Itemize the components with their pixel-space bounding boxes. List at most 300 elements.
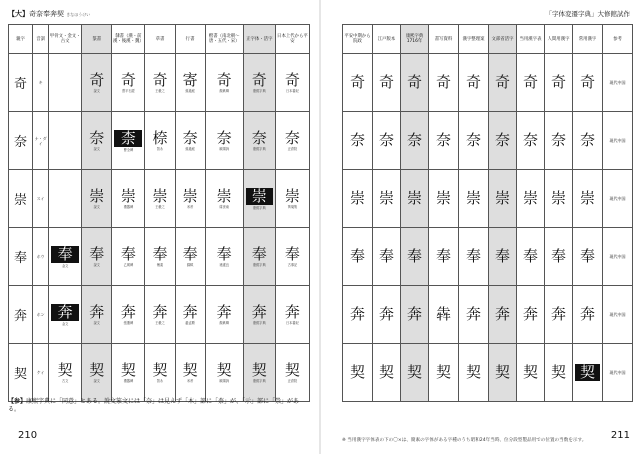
reference-cell: 現代中国	[603, 170, 633, 228]
glyph: 崇	[522, 189, 538, 207]
glyph: 奈	[216, 129, 232, 147]
glyph: 奇	[89, 71, 105, 89]
glyph-cell	[145, 112, 175, 170]
glyph-cell	[49, 170, 82, 228]
glyph-cell	[49, 112, 82, 170]
glyph-source: 顏眞卿	[219, 321, 229, 325]
glyph: 奔	[216, 303, 232, 321]
glyph-cell	[49, 344, 82, 402]
left-table-row	[9, 54, 310, 112]
glyph: 奈	[522, 131, 538, 149]
glyph: 奔	[89, 303, 105, 321]
glyph: 奇	[465, 73, 481, 91]
glyph-cell	[459, 286, 489, 344]
glyph-cell	[82, 54, 112, 112]
glyph: 崇	[152, 187, 168, 205]
glyph-cell	[145, 170, 175, 228]
right-column-header: 常用漢字	[573, 25, 603, 54]
glyph: 契	[465, 363, 481, 381]
glyph: 奔	[251, 303, 267, 321]
glyph: 契	[251, 361, 267, 379]
glyph-cell	[243, 286, 275, 344]
right-column-header: 書写資料	[429, 25, 459, 54]
head-character: 奔	[9, 286, 33, 344]
left-table-row	[9, 286, 310, 344]
glyph: 奔	[349, 305, 365, 323]
glyph-source: 正倉院	[287, 147, 298, 151]
glyph-source: 禮器碑	[123, 379, 134, 383]
reading-cell: ホン	[33, 286, 49, 344]
left-column-header: 楷書（南北朝〜唐・五代・宋）	[205, 25, 243, 54]
glyph: 奔	[406, 305, 422, 323]
glyph-cell	[401, 170, 429, 228]
right-page	[322, 0, 640, 454]
glyph: 奈	[579, 131, 595, 149]
glyph-cell	[49, 286, 82, 344]
glyph-cell	[275, 112, 309, 170]
glyph-source: 歐陽詢	[219, 147, 229, 151]
reading-cell: ナ・ダイ	[33, 112, 49, 170]
glyph-cell	[112, 228, 145, 286]
glyph-cell	[545, 170, 573, 228]
head-character: 崇	[9, 170, 33, 228]
right-table-row	[343, 112, 633, 170]
right-table-row	[343, 170, 633, 228]
glyph: 契	[284, 361, 300, 379]
glyph-cell	[489, 112, 517, 170]
glyph: 奔	[465, 305, 481, 323]
right-table-row	[343, 228, 633, 286]
glyph: 奉	[522, 247, 538, 265]
glyph-cell	[517, 54, 545, 112]
glyph: 奔	[152, 303, 168, 321]
glyph-cell	[243, 54, 275, 112]
head-character: 奈	[9, 112, 33, 170]
glyph-cell	[573, 228, 603, 286]
glyph: 崇	[406, 189, 422, 207]
glyph-cell	[573, 54, 603, 112]
right-table-row	[343, 54, 633, 112]
right-column-header: 康熙字典1716年	[401, 25, 429, 54]
glyph-cell	[459, 112, 489, 170]
glyph: 奈	[182, 129, 198, 147]
glyph-cell	[573, 344, 603, 402]
glyph-cell	[373, 286, 401, 344]
glyph-cell	[489, 228, 517, 286]
right-column-header: 漢字整理案	[459, 25, 489, 54]
glyph-source: 古事記	[287, 263, 298, 267]
glyph: 崇	[89, 187, 105, 205]
reading-cell: ホウ	[33, 228, 49, 286]
glyph-cell	[145, 286, 175, 344]
note-text: 康熙字典に「同意」とある。說文篆文には「奈」は見えず「木」部に「柰」が、「示」部に「祟」がある。	[8, 398, 300, 413]
glyph: 奉	[349, 247, 365, 265]
glyph-cell	[429, 286, 459, 344]
glyph-source: 萬葉集	[287, 205, 298, 209]
glyph-cell	[573, 112, 603, 170]
glyph: 㮈	[152, 129, 168, 147]
left-column-header: 甲骨文・金文・古文	[49, 25, 82, 54]
glyph-cell	[489, 286, 517, 344]
glyph: 奈	[550, 131, 566, 149]
glyph-source: 說文	[93, 379, 100, 383]
glyph-cell	[489, 344, 517, 402]
glyph-cell	[82, 112, 112, 170]
glyph: 契	[378, 363, 394, 381]
reference-cell: 現代中国	[603, 228, 633, 286]
book-gutter	[319, 0, 321, 454]
glyph: 奉	[579, 247, 595, 265]
left-table-row	[9, 170, 310, 228]
right-header-row	[343, 25, 633, 54]
glyph: 奉	[406, 247, 422, 265]
glyph-cell	[459, 54, 489, 112]
glyph: 奉	[51, 246, 79, 263]
left-glyph-table	[8, 24, 310, 402]
glyph-cell	[275, 344, 309, 402]
glyph: 崇	[216, 187, 232, 205]
glyph-cell	[343, 228, 373, 286]
glyph-source: 說文	[93, 321, 100, 325]
page-number-left: 210	[18, 430, 38, 441]
glyph: 奉	[435, 247, 451, 265]
glyph-cell	[145, 344, 175, 402]
glyph-cell	[243, 228, 275, 286]
glyph: 奔	[51, 304, 79, 321]
glyph: 崇	[435, 189, 451, 207]
glyph-cell	[112, 286, 145, 344]
reading-cell: スイ	[33, 170, 49, 228]
glyph-cell	[82, 286, 112, 344]
glyph-cell	[459, 228, 489, 286]
glyph-cell	[573, 286, 603, 344]
left-column-header: 日本上代から平安	[275, 25, 309, 54]
glyph: 奉	[216, 245, 232, 263]
glyph: 契	[406, 363, 422, 381]
glyph-cell	[112, 170, 145, 228]
glyph-cell	[145, 228, 175, 286]
right-column-header: 平安中期から院政	[343, 25, 373, 54]
glyph-source: 王羲之	[155, 89, 165, 93]
glyph: 崇	[494, 189, 510, 207]
left-table-row	[9, 112, 310, 170]
glyph-source: 說文	[93, 263, 100, 267]
glyph-cell	[517, 228, 545, 286]
glyph: 奔	[550, 305, 566, 323]
glyph-cell	[205, 54, 243, 112]
glyph-source: 褚遂良	[219, 263, 229, 267]
glyph: 奉	[251, 245, 267, 263]
glyph-cell	[275, 54, 309, 112]
glyph: 奇	[550, 73, 566, 91]
glyph-cell	[343, 54, 373, 112]
glyph: 崇	[120, 187, 136, 205]
glyph: 奉	[182, 245, 198, 263]
glyph-cell	[112, 54, 145, 112]
glyph: 奇	[216, 71, 232, 89]
glyph-source: 熹平石經	[122, 89, 135, 93]
glyph-cell	[175, 170, 205, 228]
glyph-cell	[401, 112, 429, 170]
glyph: 崇	[550, 189, 566, 207]
glyph-source: 孫過庭	[185, 147, 195, 151]
glyph-source: 古文	[61, 379, 69, 383]
glyph-source: 張遷碑	[123, 321, 134, 325]
glyph-cell	[82, 170, 112, 228]
glyph-cell	[545, 344, 573, 402]
glyph-cell	[343, 112, 373, 170]
glyph-cell	[175, 344, 205, 402]
glyph-cell	[429, 112, 459, 170]
glyph: 奔	[494, 305, 510, 323]
glyph: 奇	[251, 71, 267, 89]
glyph: 奈	[251, 129, 267, 147]
glyph-source: 正倉院	[287, 379, 298, 383]
right-running-header: 「字体変遷字典」大修館試作	[545, 10, 630, 18]
glyph: 契	[182, 361, 198, 379]
glyph-cell	[545, 286, 573, 344]
right-column-header: 当用漢字表	[517, 25, 545, 54]
glyph: 奔	[120, 303, 136, 321]
reference-cell: 現代中国	[603, 286, 633, 344]
glyph: 犇	[435, 305, 451, 323]
note-label: 【参】	[8, 398, 27, 405]
glyph: 奉	[89, 245, 105, 263]
glyph-cell	[401, 286, 429, 344]
glyph: 契	[435, 363, 451, 381]
glyph-cell	[205, 286, 243, 344]
glyph-cell	[205, 344, 243, 402]
glyph-source: 說文	[93, 205, 100, 209]
glyph: 柰	[114, 130, 142, 147]
glyph-cell	[343, 344, 373, 402]
left-column-header: 篆書	[82, 25, 112, 54]
glyph: 契	[120, 361, 136, 379]
glyph: 奈	[406, 131, 422, 149]
glyph-cell	[429, 170, 459, 228]
glyph-cell	[343, 286, 373, 344]
glyph-cell	[545, 228, 573, 286]
right-table-row	[343, 286, 633, 344]
glyph-source: 歐陽詢	[219, 379, 229, 383]
glyph-source: 日本書紀	[286, 89, 299, 93]
left-table-row	[9, 344, 310, 402]
glyph: 奈	[284, 129, 300, 147]
glyph-cell	[429, 54, 459, 112]
glyph: 奇	[120, 71, 136, 89]
glyph: 奔	[284, 303, 300, 321]
reading-cell: ケイ	[33, 344, 49, 402]
right-column-header: 人間用漢字	[545, 25, 573, 54]
glyph: 奇	[579, 73, 595, 91]
glyph-cell	[373, 344, 401, 402]
glyph-source: 金文	[61, 322, 69, 326]
left-column-header: 音訓	[33, 25, 49, 54]
page-number-right: 211	[610, 430, 630, 441]
glyph-cell	[373, 112, 401, 170]
glyph-source: 說文	[93, 147, 100, 151]
glyph-source: 蘇軾	[186, 263, 194, 267]
glyph-cell	[49, 54, 82, 112]
glyph: 奔	[522, 305, 538, 323]
glyph: 崇	[579, 189, 595, 207]
glyph-cell	[517, 170, 545, 228]
glyph: 崇	[378, 189, 394, 207]
glyph-cell	[175, 54, 205, 112]
left-column-header: 隸書（漢・前漢・後漢・魏）	[112, 25, 145, 54]
right-column-header: 参考	[603, 25, 633, 54]
left-table-row	[9, 228, 310, 286]
glyph: 奉	[284, 245, 300, 263]
left-column-header: 正字体・活字	[243, 25, 275, 54]
head-character: 奉	[9, 228, 33, 286]
glyph: 契	[57, 361, 73, 379]
glyph-cell	[459, 170, 489, 228]
glyph: 奉	[494, 247, 510, 265]
reference-cell: 現代中国	[603, 54, 633, 112]
header-title: 奇奈奉奔契	[29, 10, 64, 18]
left-column-header: 親字	[9, 25, 33, 54]
glyph: 奇	[284, 71, 300, 89]
head-character: 契	[9, 344, 33, 402]
glyph: 契	[550, 363, 566, 381]
reading-cell: キ	[33, 54, 49, 112]
glyph-source: 曹全碑	[123, 148, 134, 152]
glyph: 奇	[522, 73, 538, 91]
glyph: 崇	[284, 187, 300, 205]
glyph-source: 說文	[93, 89, 100, 93]
glyph-source: 顏眞卿	[219, 89, 229, 93]
glyph: 契	[216, 361, 232, 379]
glyph: 崇	[465, 189, 481, 207]
right-table-row	[343, 344, 633, 402]
glyph-cell	[82, 228, 112, 286]
glyph: 奇	[406, 73, 422, 91]
glyph-cell	[545, 112, 573, 170]
glyph: 奈	[465, 131, 481, 149]
glyph: 奔	[378, 305, 394, 323]
glyph-cell	[205, 112, 243, 170]
glyph-cell	[205, 228, 243, 286]
glyph-cell	[275, 228, 309, 286]
glyph-cell	[243, 170, 275, 228]
glyph: 契	[349, 363, 365, 381]
glyph: 奇	[152, 71, 168, 89]
glyph: 崇	[349, 189, 365, 207]
glyph-source: 米芾	[186, 205, 194, 209]
glyph-cell	[49, 228, 82, 286]
glyph-cell	[373, 54, 401, 112]
glyph: 奉	[120, 245, 136, 263]
glyph: 契	[494, 363, 510, 381]
glyph-cell	[489, 170, 517, 228]
glyph-cell	[275, 170, 309, 228]
left-column-header: 草書	[145, 25, 175, 54]
header-ruby: きなほうけい	[66, 12, 91, 17]
glyph-cell	[275, 286, 309, 344]
glyph: 奉	[550, 247, 566, 265]
glyph-source: 禮器碑	[123, 205, 134, 209]
glyph-cell	[401, 54, 429, 112]
glyph-source: 孫過庭	[185, 89, 195, 93]
glyph-cell	[343, 170, 373, 228]
glyph: 奇	[378, 73, 394, 91]
glyph: 奈	[494, 131, 510, 149]
left-header-row	[9, 25, 310, 54]
glyph-cell	[517, 344, 545, 402]
glyph-cell	[545, 54, 573, 112]
glyph-source: 康熙字典	[252, 147, 266, 151]
glyph-source: 懷素	[156, 263, 164, 267]
glyph-cell	[243, 112, 275, 170]
glyph: 奇	[494, 73, 510, 91]
right-column-header: 文部省活字	[489, 25, 517, 54]
glyph: 契	[575, 364, 600, 381]
glyph-source: 王羲之	[155, 205, 165, 209]
glyph-source: 米芾	[186, 379, 194, 383]
glyph-cell	[373, 228, 401, 286]
reference-cell: 現代中国	[603, 344, 633, 402]
glyph: 契	[522, 363, 538, 381]
glyph-cell	[112, 344, 145, 402]
header-tag: 【大】	[8, 10, 29, 18]
glyph: 奈	[435, 131, 451, 149]
glyph-cell	[401, 228, 429, 286]
glyph-source: 康熙字典	[252, 379, 266, 383]
glyph-cell	[401, 344, 429, 402]
glyph-source: 金文	[61, 264, 69, 268]
glyph-source: 王羲之	[155, 321, 165, 325]
glyph-source: 乙瑛碑	[123, 263, 134, 267]
glyph: 契	[152, 361, 168, 379]
glyph-cell	[82, 344, 112, 402]
glyph: 奈	[349, 131, 365, 149]
glyph: 寄	[182, 71, 198, 89]
glyph-source: 虞世南	[219, 205, 229, 209]
glyph-cell	[489, 54, 517, 112]
glyph-source: 康熙字典	[252, 263, 266, 267]
glyph-source: 康熙字典	[252, 321, 266, 325]
reference-cell: 現代中国	[603, 112, 633, 170]
glyph-source: 康熙字典	[252, 89, 266, 93]
glyph-source: 日本書紀	[286, 321, 299, 325]
glyph-source: 趙孟頫	[185, 321, 195, 325]
glyph: 奔	[579, 305, 595, 323]
left-running-header	[8, 9, 90, 19]
glyph-cell	[517, 286, 545, 344]
glyph-cell	[517, 112, 545, 170]
glyph: 奇	[435, 73, 451, 91]
glyph: 奈	[378, 131, 394, 149]
glyph: 奉	[465, 247, 481, 265]
glyph: 奉	[378, 247, 394, 265]
glyph-cell	[459, 344, 489, 402]
right-glyph-table	[342, 24, 633, 402]
left-column-header: 行書	[175, 25, 205, 54]
glyph: 崇	[246, 188, 273, 205]
glyph-cell	[573, 170, 603, 228]
glyph: 契	[89, 361, 105, 379]
glyph-cell	[429, 344, 459, 402]
glyph-cell	[373, 170, 401, 228]
footnote: ※ 当用漢字字体表の下の〇×は、簡素の字体がある字種のうち昭和24年当時、位分段型製品用での位置の当数を示す。	[342, 438, 587, 443]
glyph-cell	[429, 228, 459, 286]
glyph-cell	[145, 54, 175, 112]
right-column-header: 江戸版本	[373, 25, 401, 54]
glyph-cell	[175, 228, 205, 286]
glyph: 奈	[89, 129, 105, 147]
glyph-cell	[175, 112, 205, 170]
